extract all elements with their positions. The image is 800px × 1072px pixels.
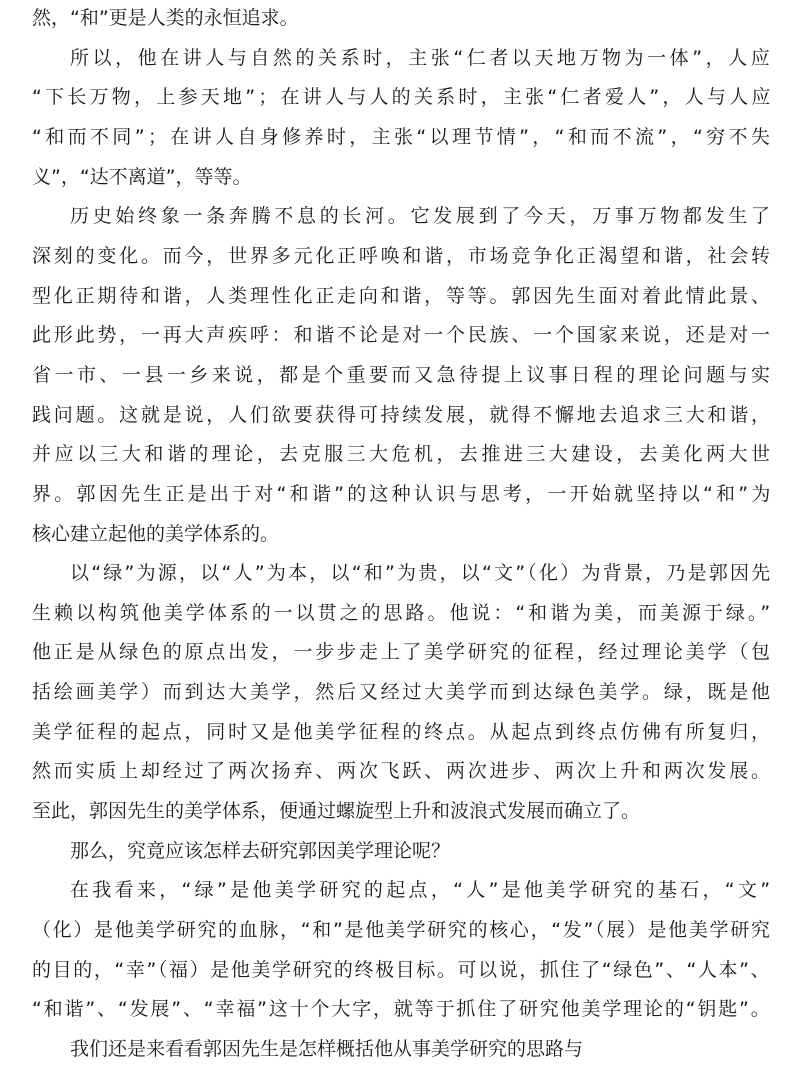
- text-line: 的目的，“幸”（福）是他美学研究的终极目标。可以说，抓住了“绿色”、“人本”、: [32, 959, 772, 981]
- text-line: 界。郭因先生正是出于对“和谐”的这种认识与思考，一开始就坚持以“和”为: [32, 483, 774, 505]
- text-line: （化）是他美学研究的血脉，“和”是他美学研究的核心，“发”（展）是他美学研究: [32, 919, 772, 941]
- text-line: 他正是从绿色的原点出发，一步步走上了美学研究的征程，经过理论美学（包: [32, 641, 773, 663]
- text-line: 义”，“达不离道”，等等。: [32, 166, 252, 188]
- text-line: 并应以三大和谐的理论，去克服三大危机，去推进三大建设，去美化两大世: [32, 443, 774, 465]
- text-line: 括绘画美学）而到达大美学，然后又经过大美学而到达绿色美学。绿，既是他: [32, 681, 773, 703]
- text-line: 美学征程的起点，同时又是他美学征程的终点。从起点到终点仿佛有所复归，: [32, 721, 773, 743]
- text-line: “和而不同”；在讲人自身修养时，主张“以理节情”，“和而不流”，“穷不失: [32, 126, 774, 148]
- text-line: 核心建立起他的美学体系的。: [32, 523, 280, 545]
- text-line: “和谐”、“发展”、“幸福”这十个大字，就等于抓住了研究他美学理论的“钥匙”。: [32, 998, 772, 1020]
- paragraph-start-line: 以“绿”为源，以“人”为本，以“和”为贵，以“文”（化）为背景，乃是郭因先: [70, 562, 773, 584]
- paragraph-start-line: 那么，究竟应该怎样去研究郭因美学理论呢？: [70, 840, 451, 862]
- paragraph-start-line: 在我看来，“绿”是他美学研究的起点，“人”是他美学研究的基石，“文”: [70, 879, 774, 901]
- text-line: 型化正期待和谐，人类理性化正走向和谐，等等。郭因先生面对着此情此景、: [32, 285, 773, 307]
- text-line: “下长万物，上参天地”；在讲人与人的关系时，主张“仁者爱人”，人与人应: [32, 86, 774, 108]
- text-line: 然而实质上却经过了两次扬弃、两次飞跃、两次进步、两次上升和两次发展。: [32, 760, 773, 782]
- text-line: 省一市、一县一乡来说，都是个重要而又急待提上议事日程的理论问题与实: [32, 364, 774, 386]
- paragraph-start-line: 所以，他在讲人与自然的关系时，主张“仁者以天地万物为一体”，人应: [70, 47, 774, 69]
- paragraph-start-line: 我们还是来看看郭因先生是怎样概括他从事美学研究的思路与: [70, 1038, 584, 1060]
- paragraph-start-line: 历史始终象一条奔腾不息的长河。它发展到了今天，万事万物都发生了: [70, 205, 774, 227]
- text-line: 此形此势，一再大声疾呼：和谐不论是对一个民族、一个国家来说，还是对一: [32, 324, 773, 346]
- document-page: [32, 0, 772, 1072]
- text-line: 至此，郭因先生的美学体系，便通过螺旋型上升和波浪式发展而确立了。: [32, 800, 641, 822]
- text-line: 生赖以构筑他美学体系的一以贯之的思路。他说：“和谐为美，而美源于绿。”: [32, 602, 774, 624]
- text-line: 践问题。这就是说，人们欲要获得可持续发展，就得不懈地去追求三大和谐，: [32, 404, 773, 426]
- text-line: 然，“和”更是人类的永恒追求。: [32, 7, 299, 29]
- text-line: 深刻的变化。而今，世界多元化正呼唤和谐，市场竞争化正渴望和谐，社会转: [32, 245, 773, 267]
